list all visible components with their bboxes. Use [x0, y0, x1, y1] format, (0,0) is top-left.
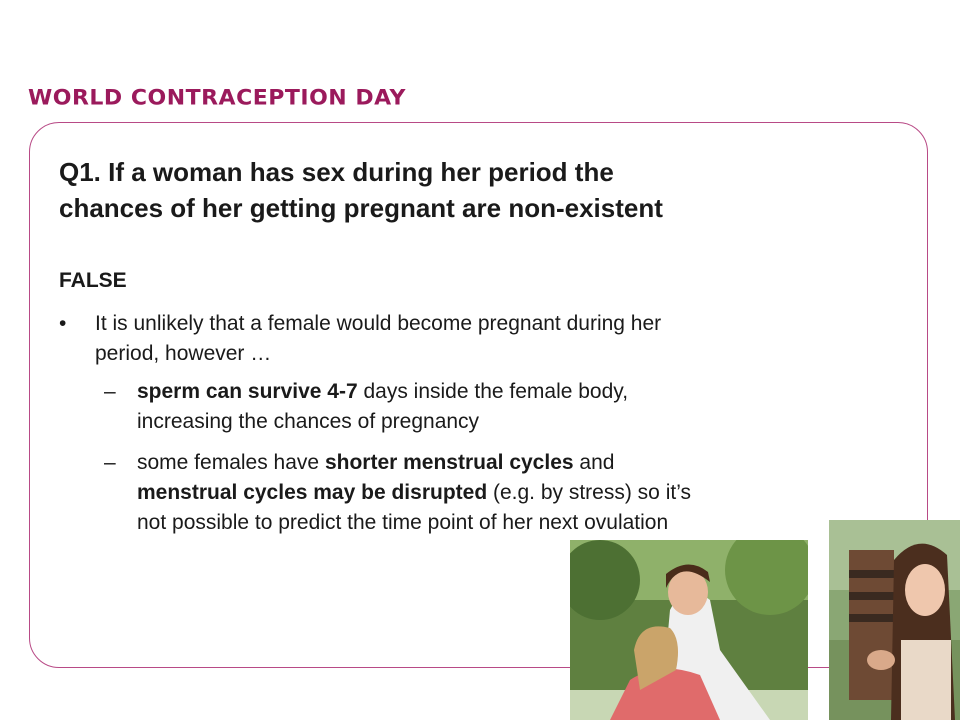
question-heading [59, 154, 899, 226]
sub-point-text-part: days inside the female body, [357, 380, 629, 403]
question-line-1: Q1. If a woman has sex during her period the [59, 157, 614, 187]
bullet-main-line-2: period, however … [95, 342, 272, 365]
couple-photo [570, 540, 808, 720]
sub-point-sperm [104, 377, 844, 437]
dash-icon: – [104, 451, 116, 474]
bullet-dot-icon: • [59, 312, 67, 335]
sub-point-line-2: increasing the chances of pregnancy [137, 410, 480, 433]
bullet-main [59, 309, 839, 369]
sub-point-cycles [104, 448, 844, 538]
couple-outdoor-photo [829, 520, 960, 720]
dash-icon: – [104, 380, 116, 403]
bullet-main-text [95, 309, 839, 369]
sub-point-line-3: not possible to predict the time point of her next ovulation [137, 511, 669, 534]
sub-point-text-part: (e.g. by stress) so it’s [487, 481, 691, 504]
couple-outdoor-illustration [829, 520, 960, 720]
sub-point-text [137, 377, 844, 437]
sub-point-bold: menstrual cycles may be disrupted [137, 481, 488, 504]
couple-photo-illustration [570, 540, 808, 720]
bullet-main-line-1: It is unlikely that a female would become pregnant during her [95, 312, 662, 335]
brand-title: WORLD CONTRACEPTION DAY [28, 86, 406, 111]
sub-point-bold: shorter menstrual cycles [324, 451, 574, 474]
answer-label: FALSE [59, 269, 127, 292]
sub-point-bold: sperm can survive 4-7 [137, 380, 358, 403]
sub-point-text-part: some females have [137, 451, 325, 474]
sub-point-text-part: and [573, 451, 615, 474]
sub-point-text [137, 448, 844, 538]
question-line-2: chances of her getting pregnant are non-existent [59, 193, 663, 223]
